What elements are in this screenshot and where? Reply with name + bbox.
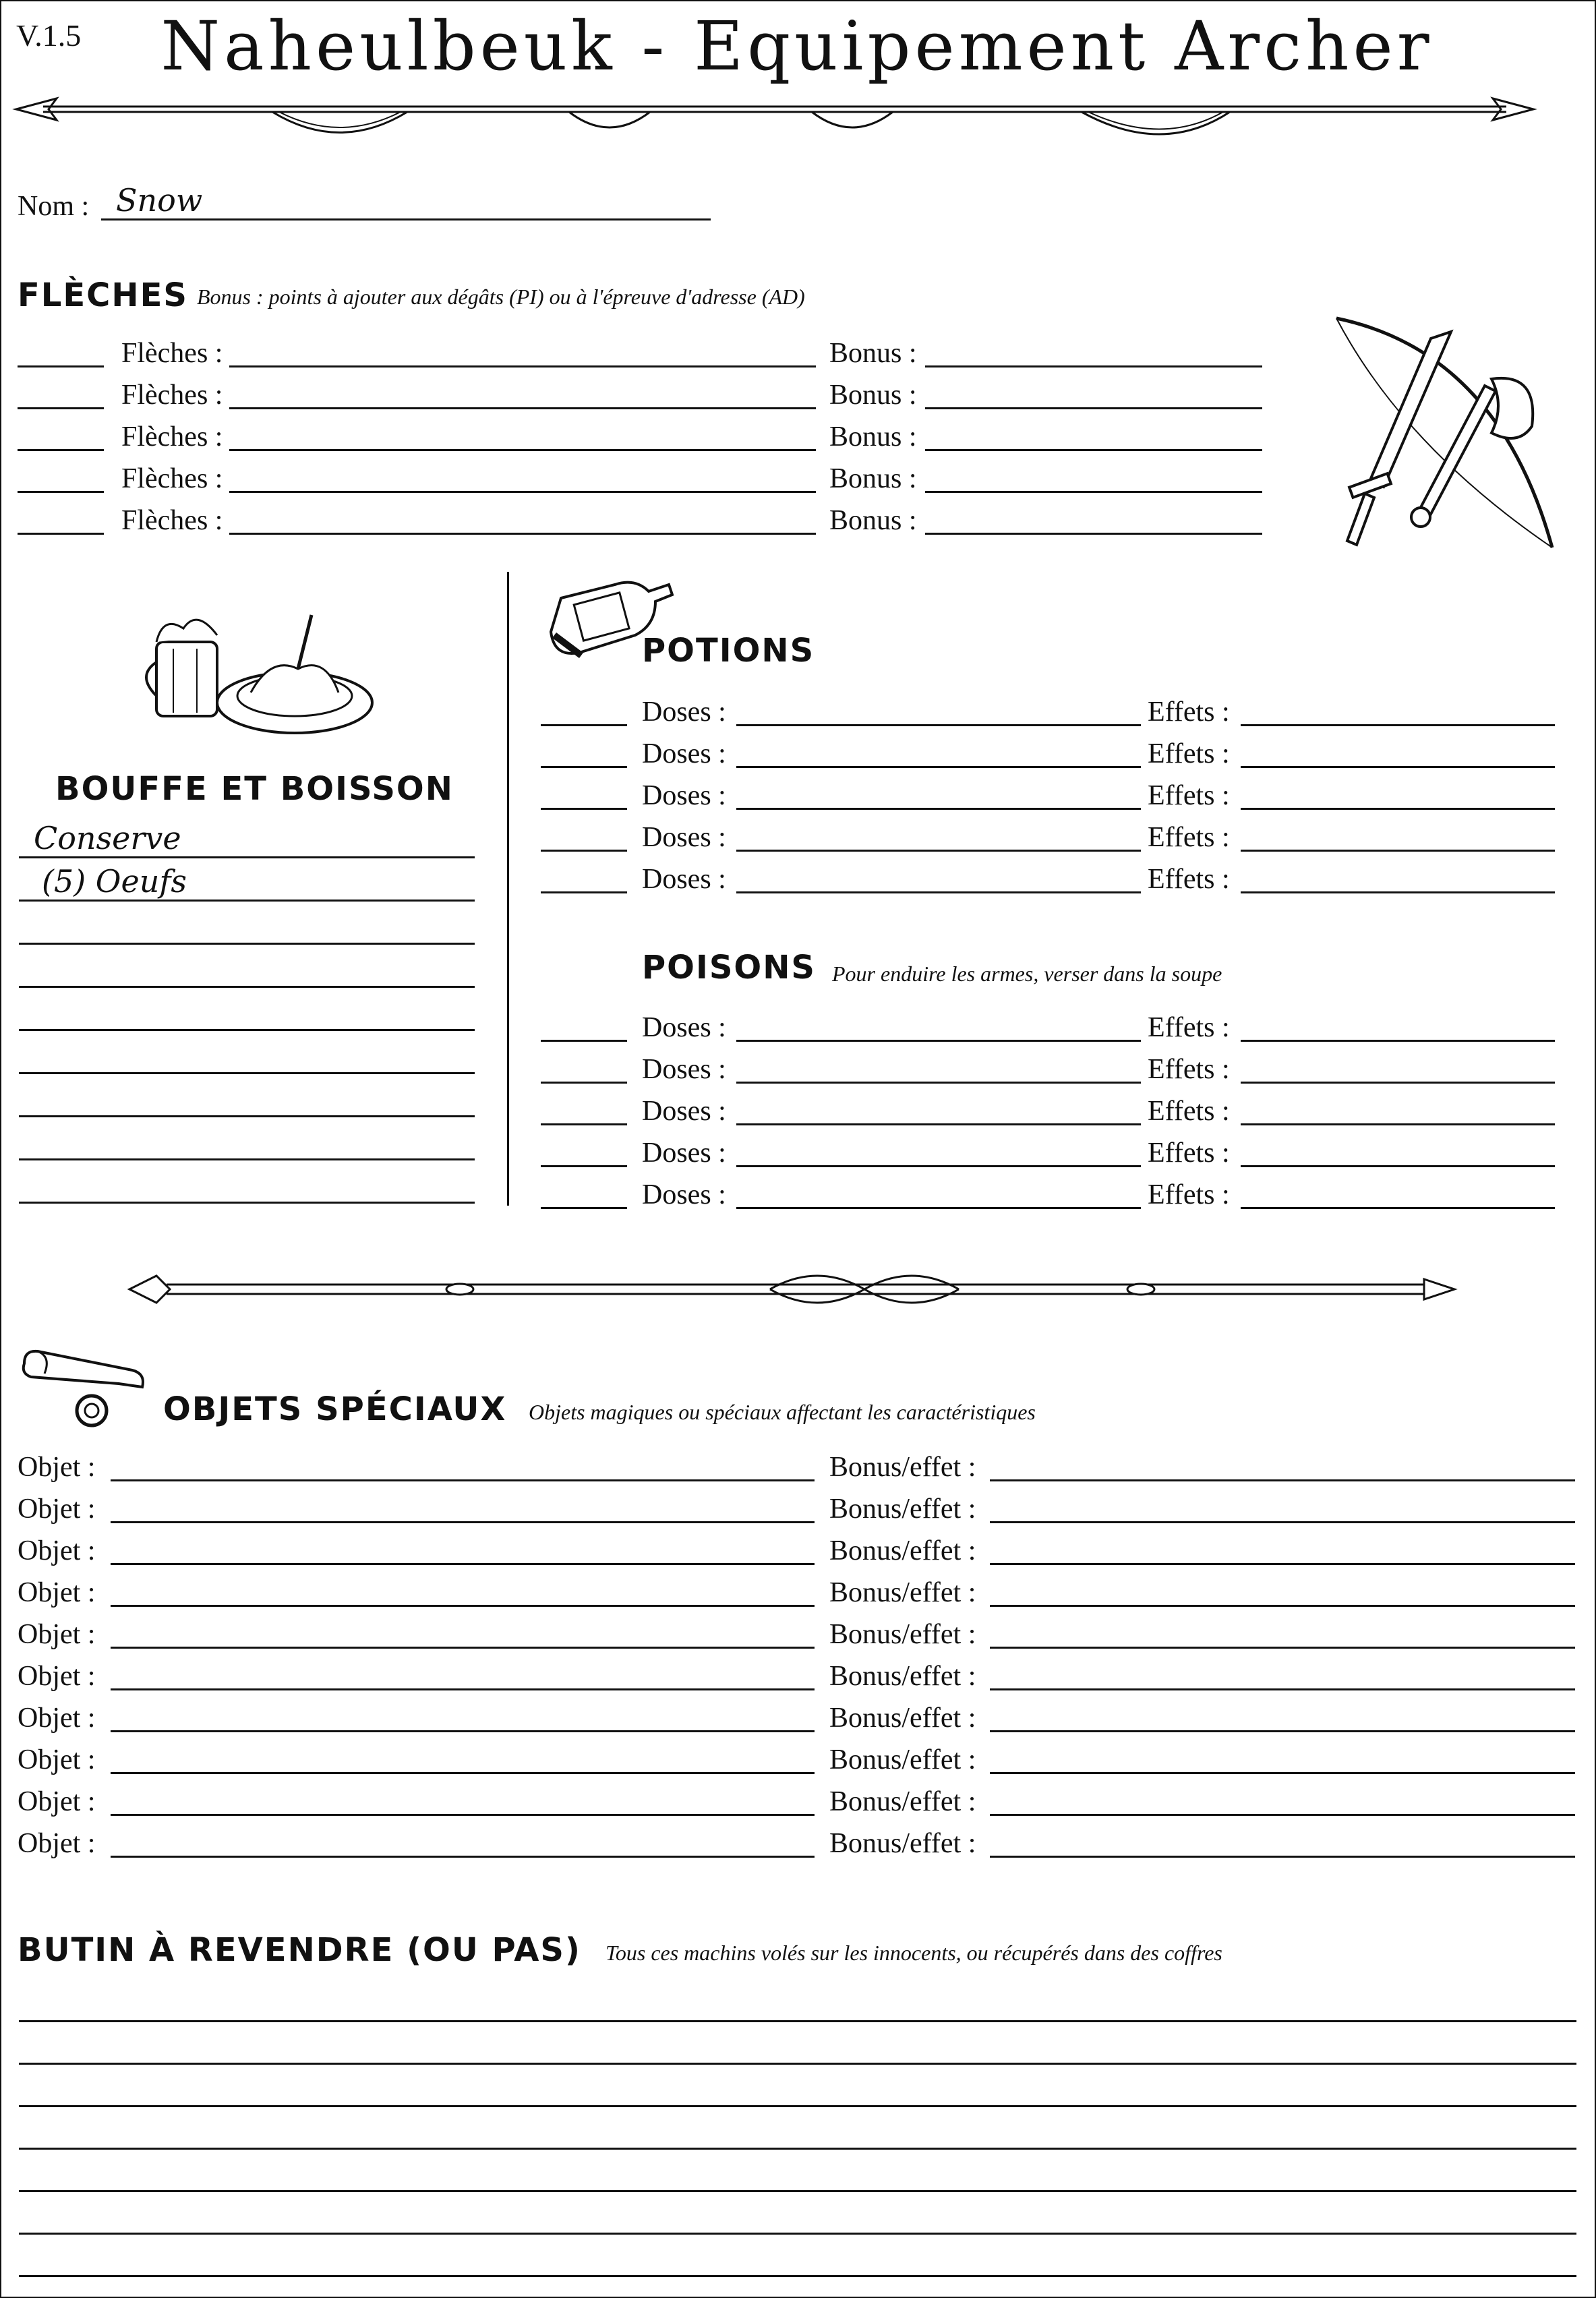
special-object-field[interactable]: [111, 1605, 815, 1607]
potions-count-field[interactable]: [541, 766, 627, 768]
special-bonus-label: Bonus/effet :: [829, 1535, 976, 1566]
loot-line[interactable]: [19, 2190, 1576, 2192]
arrow-row-label: Flèches :: [121, 338, 223, 369]
special-bonus-field[interactable]: [990, 1647, 1575, 1649]
potions-effects-label: Effets :: [1148, 864, 1230, 895]
food-line[interactable]: [19, 986, 475, 988]
name-value[interactable]: Snow: [116, 182, 203, 218]
special-bonus-label: Bonus/effet :: [829, 1619, 976, 1650]
poisons-effects-field[interactable]: [1241, 1165, 1555, 1167]
arrow-bonus-field[interactable]: [925, 407, 1262, 409]
potions-doses-label: Doses :: [642, 864, 726, 895]
poisons-doses-label: Doses :: [642, 1054, 726, 1085]
poisons-doses-field[interactable]: [736, 1207, 1141, 1209]
special-object-label: Objet :: [18, 1494, 96, 1525]
loot-line[interactable]: [19, 2233, 1576, 2235]
special-object-field[interactable]: [111, 1730, 815, 1732]
column-divider: [507, 572, 509, 1206]
poisons-count-field[interactable]: [541, 1165, 627, 1167]
potions-effects-field[interactable]: [1241, 808, 1555, 810]
potions-count-field[interactable]: [541, 724, 627, 726]
poisons-doses-field[interactable]: [736, 1082, 1141, 1084]
arrow-count-field[interactable]: [18, 533, 104, 535]
poisons-effects-field[interactable]: [1241, 1082, 1555, 1084]
special-bonus-field[interactable]: [990, 1563, 1575, 1565]
poisons-effects-label: Effets :: [1148, 1054, 1230, 1085]
poisons-doses-label: Doses :: [642, 1096, 726, 1127]
potions-title: POTIONS: [642, 632, 815, 670]
arrow-count-field[interactable]: [18, 407, 104, 409]
poisons-effects-label: Effets :: [1148, 1096, 1230, 1127]
special-object-label: Objet :: [18, 1786, 96, 1817]
special-bonus-label: Bonus/effet :: [829, 1452, 976, 1483]
potions-count-field[interactable]: [541, 891, 627, 893]
poisons-doses-label: Doses :: [642, 1138, 726, 1169]
arrow-count-field[interactable]: [18, 365, 104, 367]
bow-and-sword-icon: [1323, 312, 1566, 554]
potions-effects-field[interactable]: [1241, 891, 1555, 893]
potions-effects-label: Effets :: [1148, 738, 1230, 769]
potions-effects-field[interactable]: [1241, 724, 1555, 726]
arrow-bonus-label: Bonus :: [829, 421, 917, 452]
potions-doses-field[interactable]: [736, 891, 1141, 893]
potions-doses-label: Doses :: [642, 822, 726, 853]
special-object-field[interactable]: [111, 1479, 815, 1481]
arrows-title: FLÈCHES: [18, 276, 188, 314]
mug-and-plate-icon: [143, 601, 372, 736]
arrow-bonus-label: Bonus :: [829, 463, 917, 494]
special-object-field[interactable]: [111, 1647, 815, 1649]
poisons-effects-field[interactable]: [1241, 1207, 1555, 1209]
poisons-doses-field[interactable]: [736, 1123, 1141, 1125]
poisons-note: Pour enduire les armes, verser dans la soupe: [832, 962, 1222, 986]
special-bonus-label: Bonus/effet :: [829, 1494, 976, 1525]
poisons-count-field[interactable]: [541, 1040, 627, 1042]
poisons-count-field[interactable]: [541, 1123, 627, 1125]
arrow-row-label: Flèches :: [121, 463, 223, 494]
arrow-type-field[interactable]: [229, 533, 816, 535]
arrow-bonus-label: Bonus :: [829, 380, 917, 411]
arrow-bonus-field[interactable]: [925, 533, 1262, 535]
food-line[interactable]: [19, 1202, 475, 1204]
potions-effects-label: Effets :: [1148, 697, 1230, 728]
special-bonus-field[interactable]: [990, 1856, 1575, 1858]
page-title: Naheulbeuk - Equipement Archer: [160, 7, 1434, 86]
special-bonus-label: Bonus/effet :: [829, 1744, 976, 1775]
potions-effects-label: Effets :: [1148, 780, 1230, 811]
special-object-label: Objet :: [18, 1828, 96, 1859]
arrow-row-label: Flèches :: [121, 505, 223, 536]
arrow-bonus-field[interactable]: [925, 449, 1262, 451]
special-object-label: Objet :: [18, 1744, 96, 1775]
potions-doses-label: Doses :: [642, 738, 726, 769]
potions-count-field[interactable]: [541, 808, 627, 810]
poisons-doses-label: Doses :: [642, 1179, 726, 1210]
potions-doses-label: Doses :: [642, 780, 726, 811]
potions-doses-field[interactable]: [736, 808, 1141, 810]
scroll-and-ring-icon: [18, 1343, 152, 1431]
special-object-label: Objet :: [18, 1661, 96, 1692]
special-bonus-label: Bonus/effet :: [829, 1786, 976, 1817]
potions-doses-field[interactable]: [736, 850, 1141, 852]
arrow-bonus-field[interactable]: [925, 365, 1262, 367]
poisons-count-field[interactable]: [541, 1082, 627, 1084]
loot-line[interactable]: [19, 2063, 1576, 2065]
special-object-field[interactable]: [111, 1521, 815, 1523]
poisons-effects-label: Effets :: [1148, 1138, 1230, 1169]
food-title: BOUFFE ET BOISSON: [55, 770, 454, 808]
poisons-title: POISONS: [642, 949, 816, 986]
arrow-bonus-label: Bonus :: [829, 338, 917, 369]
name-label: Nom :: [18, 191, 90, 222]
name-field-line: [101, 218, 711, 220]
special-bonus-label: Bonus/effet :: [829, 1661, 976, 1692]
poisons-count-field[interactable]: [541, 1207, 627, 1209]
arrow-row-label: Flèches :: [121, 380, 223, 411]
special-bonus-field[interactable]: [990, 1688, 1575, 1690]
special-bonus-field[interactable]: [990, 1479, 1575, 1481]
potions-effects-field[interactable]: [1241, 766, 1555, 768]
loot-line[interactable]: [19, 2105, 1576, 2107]
special-object-label: Objet :: [18, 1703, 96, 1734]
potions-doses-label: Doses :: [642, 697, 726, 728]
food-line[interactable]: [19, 1029, 475, 1031]
food-line[interactable]: [19, 1072, 475, 1074]
poisons-effects-label: Effets :: [1148, 1179, 1230, 1210]
potions-count-field[interactable]: [541, 850, 627, 852]
potions-doses-field[interactable]: [736, 724, 1141, 726]
arrow-type-field[interactable]: [229, 407, 816, 409]
staff-divider-icon: [129, 1262, 1465, 1309]
special-object-label: Objet :: [18, 1577, 96, 1608]
special-bonus-field[interactable]: [990, 1772, 1575, 1774]
loot-line[interactable]: [19, 2275, 1576, 2277]
poisons-effects-label: Effets :: [1148, 1012, 1230, 1043]
arrow-type-field[interactable]: [229, 491, 816, 493]
food-entry[interactable]: Conserve: [34, 820, 181, 856]
poisons-doses-label: Doses :: [642, 1012, 726, 1043]
poisons-effects-field[interactable]: [1241, 1040, 1555, 1042]
loot-title: BUTIN À REVENDRE (OU PAS): [18, 1931, 581, 1969]
food-line[interactable]: [19, 856, 475, 858]
arrow-row-label: Flèches :: [121, 421, 223, 452]
arrow-type-field[interactable]: [229, 365, 816, 367]
special-title: OBJETS SPÉCIAUX: [163, 1390, 507, 1428]
poisons-effects-field[interactable]: [1241, 1123, 1555, 1125]
arrow-count-field[interactable]: [18, 449, 104, 451]
loot-line[interactable]: [19, 2020, 1576, 2022]
version-label: V.1.5: [16, 18, 82, 53]
special-object-label: Objet :: [18, 1535, 96, 1566]
special-bonus-field[interactable]: [990, 1730, 1575, 1732]
arrows-note: Bonus : points à ajouter aux dégâts (PI) ou à l'épreuve d'adresse (AD): [197, 285, 805, 309]
special-bonus-label: Bonus/effet :: [829, 1703, 976, 1734]
special-bonus-label: Bonus/effet :: [829, 1828, 976, 1859]
potions-effects-label: Effets :: [1148, 822, 1230, 853]
special-object-label: Objet :: [18, 1619, 96, 1650]
special-object-field[interactable]: [111, 1688, 815, 1690]
potions-effects-field[interactable]: [1241, 850, 1555, 852]
food-line[interactable]: [19, 943, 475, 945]
special-object-field[interactable]: [111, 1814, 815, 1816]
special-bonus-label: Bonus/effet :: [829, 1577, 976, 1608]
special-object-field[interactable]: [111, 1772, 815, 1774]
poisons-doses-field[interactable]: [736, 1165, 1141, 1167]
poisons-doses-field[interactable]: [736, 1040, 1141, 1042]
arrow-bonus-label: Bonus :: [829, 505, 917, 536]
special-object-field[interactable]: [111, 1563, 815, 1565]
special-bonus-field[interactable]: [990, 1605, 1575, 1607]
special-note: Objets magiques ou spéciaux affectant les caractéristiques: [529, 1400, 1036, 1424]
special-bonus-field[interactable]: [990, 1521, 1575, 1523]
arrow-divider-icon: [16, 89, 1533, 150]
special-object-field[interactable]: [111, 1856, 815, 1858]
loot-line[interactable]: [19, 2148, 1576, 2150]
arrow-type-field[interactable]: [229, 449, 816, 451]
special-object-label: Objet :: [18, 1452, 96, 1483]
food-line[interactable]: [19, 1158, 475, 1160]
food-line[interactable]: [19, 1115, 475, 1117]
arrow-bonus-field[interactable]: [925, 491, 1262, 493]
food-line[interactable]: [19, 900, 475, 902]
food-entry[interactable]: (5) Oeufs: [42, 863, 187, 900]
potions-doses-field[interactable]: [736, 766, 1141, 768]
special-bonus-field[interactable]: [990, 1814, 1575, 1816]
arrow-count-field[interactable]: [18, 491, 104, 493]
loot-note: Tous ces machins volés sur les innocents, ou récupérés dans des coffres: [605, 1941, 1222, 1965]
